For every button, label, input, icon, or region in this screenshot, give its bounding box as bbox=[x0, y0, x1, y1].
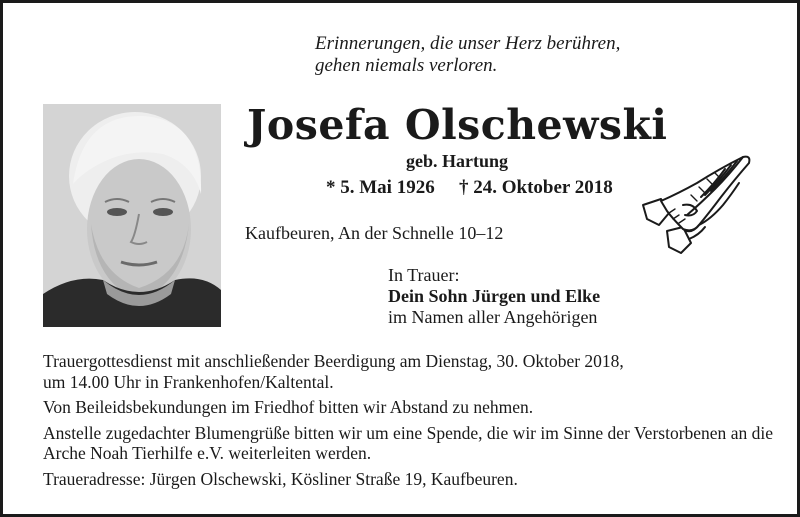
maiden-name: geb. Hartung bbox=[406, 151, 509, 171]
motto-line-2: gehen niemals verloren. bbox=[315, 55, 498, 76]
mourners-names: Dein Sohn Jürgen und Elke bbox=[388, 286, 601, 306]
motto bbox=[315, 33, 620, 77]
mourners-block bbox=[388, 265, 600, 328]
mourners-relatives: im Namen aller Angehörigen bbox=[388, 307, 598, 327]
residence: Kaufbeuren, An der Schnelle 10–12 bbox=[245, 223, 504, 243]
funeral-info bbox=[43, 351, 773, 392]
mourners-intro: In Trauer: bbox=[388, 265, 460, 285]
funeral-line-1: Trauergottesdienst mit anschließender Beerdigung am Dienstag, 30. Oktober 2018, bbox=[43, 351, 624, 371]
deceased-name: Josefa Olschewski bbox=[247, 101, 668, 149]
mourning-address: Traueradresse: Jürgen Olschewski, Kösliner Straße 19, Kaufbeuren. bbox=[43, 468, 518, 489]
praying-hands-icon bbox=[639, 153, 759, 263]
funeral-line-2: um 14.00 Uhr in Frankenhofen/Kaltental. bbox=[43, 371, 334, 392]
motto-line-1: Erinnerungen, die unser Herz berühren, bbox=[315, 33, 621, 54]
notice-text bbox=[43, 351, 773, 494]
condolence-note: Von Beileidsbekundungen im Friedhof bitten wir Abstand zu nehmen. bbox=[43, 397, 534, 417]
death-date: † 24. Oktober 2018 bbox=[459, 177, 613, 198]
portrait-image bbox=[43, 104, 221, 327]
portrait-photo bbox=[43, 104, 221, 327]
birth-date: * 5. Mai 1926 bbox=[326, 177, 435, 198]
donation-note: Anstelle zugedachter Blumengrüße bitten wir um eine Spende, die wir im Sinne der Verstorbenen an die Arche Noah Tierhilfe e.V. weiterleiten werden. bbox=[43, 422, 773, 463]
